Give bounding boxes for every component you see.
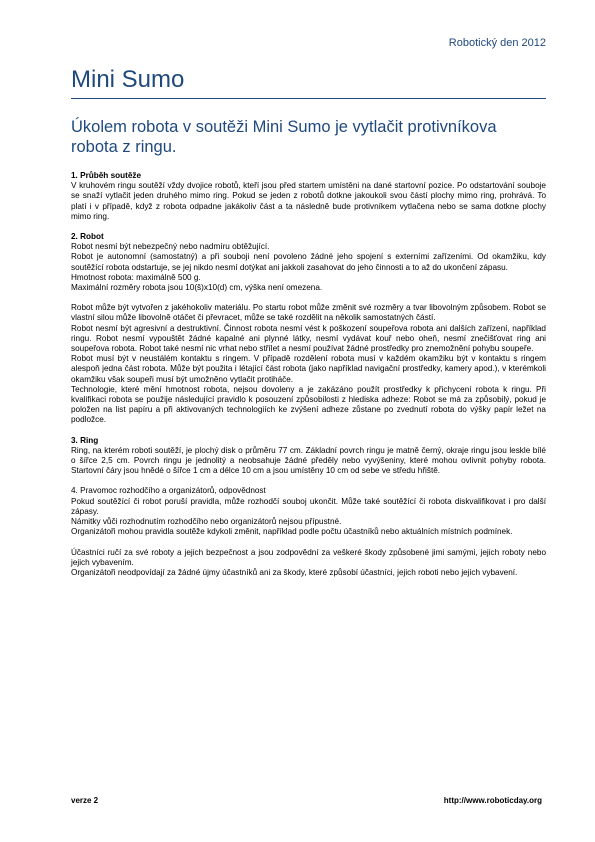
paragraph: Technologie, které mění hmotnost robota, nejsou dovoleny a je zakázáno použít prostředky k přichycení robota k ringu. Při kvalifikaci robota se použije následující pravidlo k posouzení způsobilosti z hlediska adheze: Robot se má za způsobilý, pokud je položen na list papíru a při aktivovaných technologiích ke zvýšení adheze zůstane po zvednutí robota do výšky papír ležet na podložce. [71,384,546,425]
paragraph: Organizátoři neodpovídají za žádné újmy účastníků ani za škody, které způsobí účastníci, jejich roboti nebo jejich vybavení. [71,567,518,577]
paragraph: Organizátoři mohou pravidla soutěže kdykoli změnit, například podle počtu účastníků nebo aktuálních místních podmínek. [71,527,513,537]
paragraph: Maximální rozměry robota jsou 10(š)x10(d) cm, výška není omezena. [71,283,323,293]
paragraph: V kruhovém ringu soutěží vždy dvojice robotů, kteří jsou před startem umístěni na dané startovní pozice. Po odstartování souboje se snaží vytlačit jeden druhého mimo ring. Pokud se jeden z robotů dotkne jakoukoli svou částí plochy mimo ring, prohrává. To platí i v případě, když z robota odpadne jakákoliv část a ta následně bude protivníkem vytlačena nebo se sama dotkne plochy mimo ring. [71,181,546,221]
spacer [71,293,546,303]
paragraph: Námitky vůči rozhodnutím rozhodčího nebo organizátorů nejsou přípustné. [71,517,342,527]
paragraph: Robot může být vytvořen z jakéhokoliv materiálu. Po startu robot může změnit své rozměry a tvar libovolným způsobem. Robot se vlastní silou může libovolně otáčet či převracet, může se také rozdělit na několik samostatných částí. [71,303,546,323]
section-ring [71,436,546,477]
paragraph: Robot musí být v neustálém kontaktu s ringem. V případě rozdělení robota musí v každém okamžiku být v kontaktu s ringem alespoň jedna část robota. Může být použita i létající část robota (jako například navigační prostředky, kamery apod.), v kterémkoli okamžiku však soupeři musí být umožněno vytlačit protiháče. [71,354,546,384]
section-heading: 2. Robot [71,232,104,242]
paragraph: Ring, na kterém roboti soutěží, je plochý disk o průměru 77 cm. Základní povrch ringu je matně černý, okraje ringu jsou leskle bílé o šířce 2,5 cm. Povrch ringu je jednolitý a neobsahuje žádné předěly nebo vyvýšeniny, které mohou ovlivnit pohyby robota. Startovní čáry jsou hnědé o šířce 1 cm a délce 10 cm a jsou umístěny 10 cm od sebe ve středu hřiště. [71,445,546,476]
section-heading: 4. Pravomoc rozhodčího a organizátorů, odpovědnost [71,486,266,496]
website-link[interactable]: http://www.roboticday.org [443,796,542,805]
spacer [71,538,546,548]
rules-content [71,171,546,588]
paragraph: Robot nesmí být nebezpečný nebo nadmíru obtěžující. [71,242,270,252]
section-heading: 3. Ring [71,435,99,445]
section-heading: 1. Průběh soutěže [71,171,142,180]
paragraph: Robot je autonomní (samostatný) a při souboji není povoleno žádné jeho spojení s externími zařízeními. Od okamžiku, kdy soutěžící robota odstartuje, se jej nikdo nesmí dotýkat ani jakkoli zasahovat do jeho činnosti a to až do ukončení zápasu. [71,252,546,272]
page-title: Mini Sumo [71,66,185,93]
paragraph: Robot nesmí být agresivní a destruktivní. Činnost robota nesmí vést k poškození soupeřova robota ani dalších zařízení, například ringu. Robot nesmí vypouštět žádné kapalné ani plynné látky, nesmí vydávat kouř nebo oheň, nesmí znečišťovat ring ani soupeřova robota. Robot také nesmí nic vrhat nebo střílet a nesmí používat žádné prostředky pro znemožnění pohybu soupeře. [71,323,546,354]
section-authority [71,486,546,578]
paragraph: Účastníci ručí za své roboty a jejich bezpečnost a jsou zodpovědní za veškeré škody způsobené jimi samými, jejich roboty nebo jejich vybavením. [71,547,546,567]
paragraph: Hmotnost robota: maximálně 500 g. [71,272,201,282]
page-subtitle: Úkolem robota v soutěži Mini Sumo je vytlačit protivníkova robota z ringu. [71,118,497,156]
section-robot [71,232,546,426]
event-header: Robotický den 2012 [448,37,546,49]
title-divider [71,98,546,99]
version-label: verze 2 [71,796,99,805]
paragraph: Pokud soutěžící či robot poruší pravidla, může rozhodčí souboj ukončit. Může také soutěžící či robota diskvalifikovat i pro další zápasy. [71,496,546,516]
section-course [71,171,546,222]
